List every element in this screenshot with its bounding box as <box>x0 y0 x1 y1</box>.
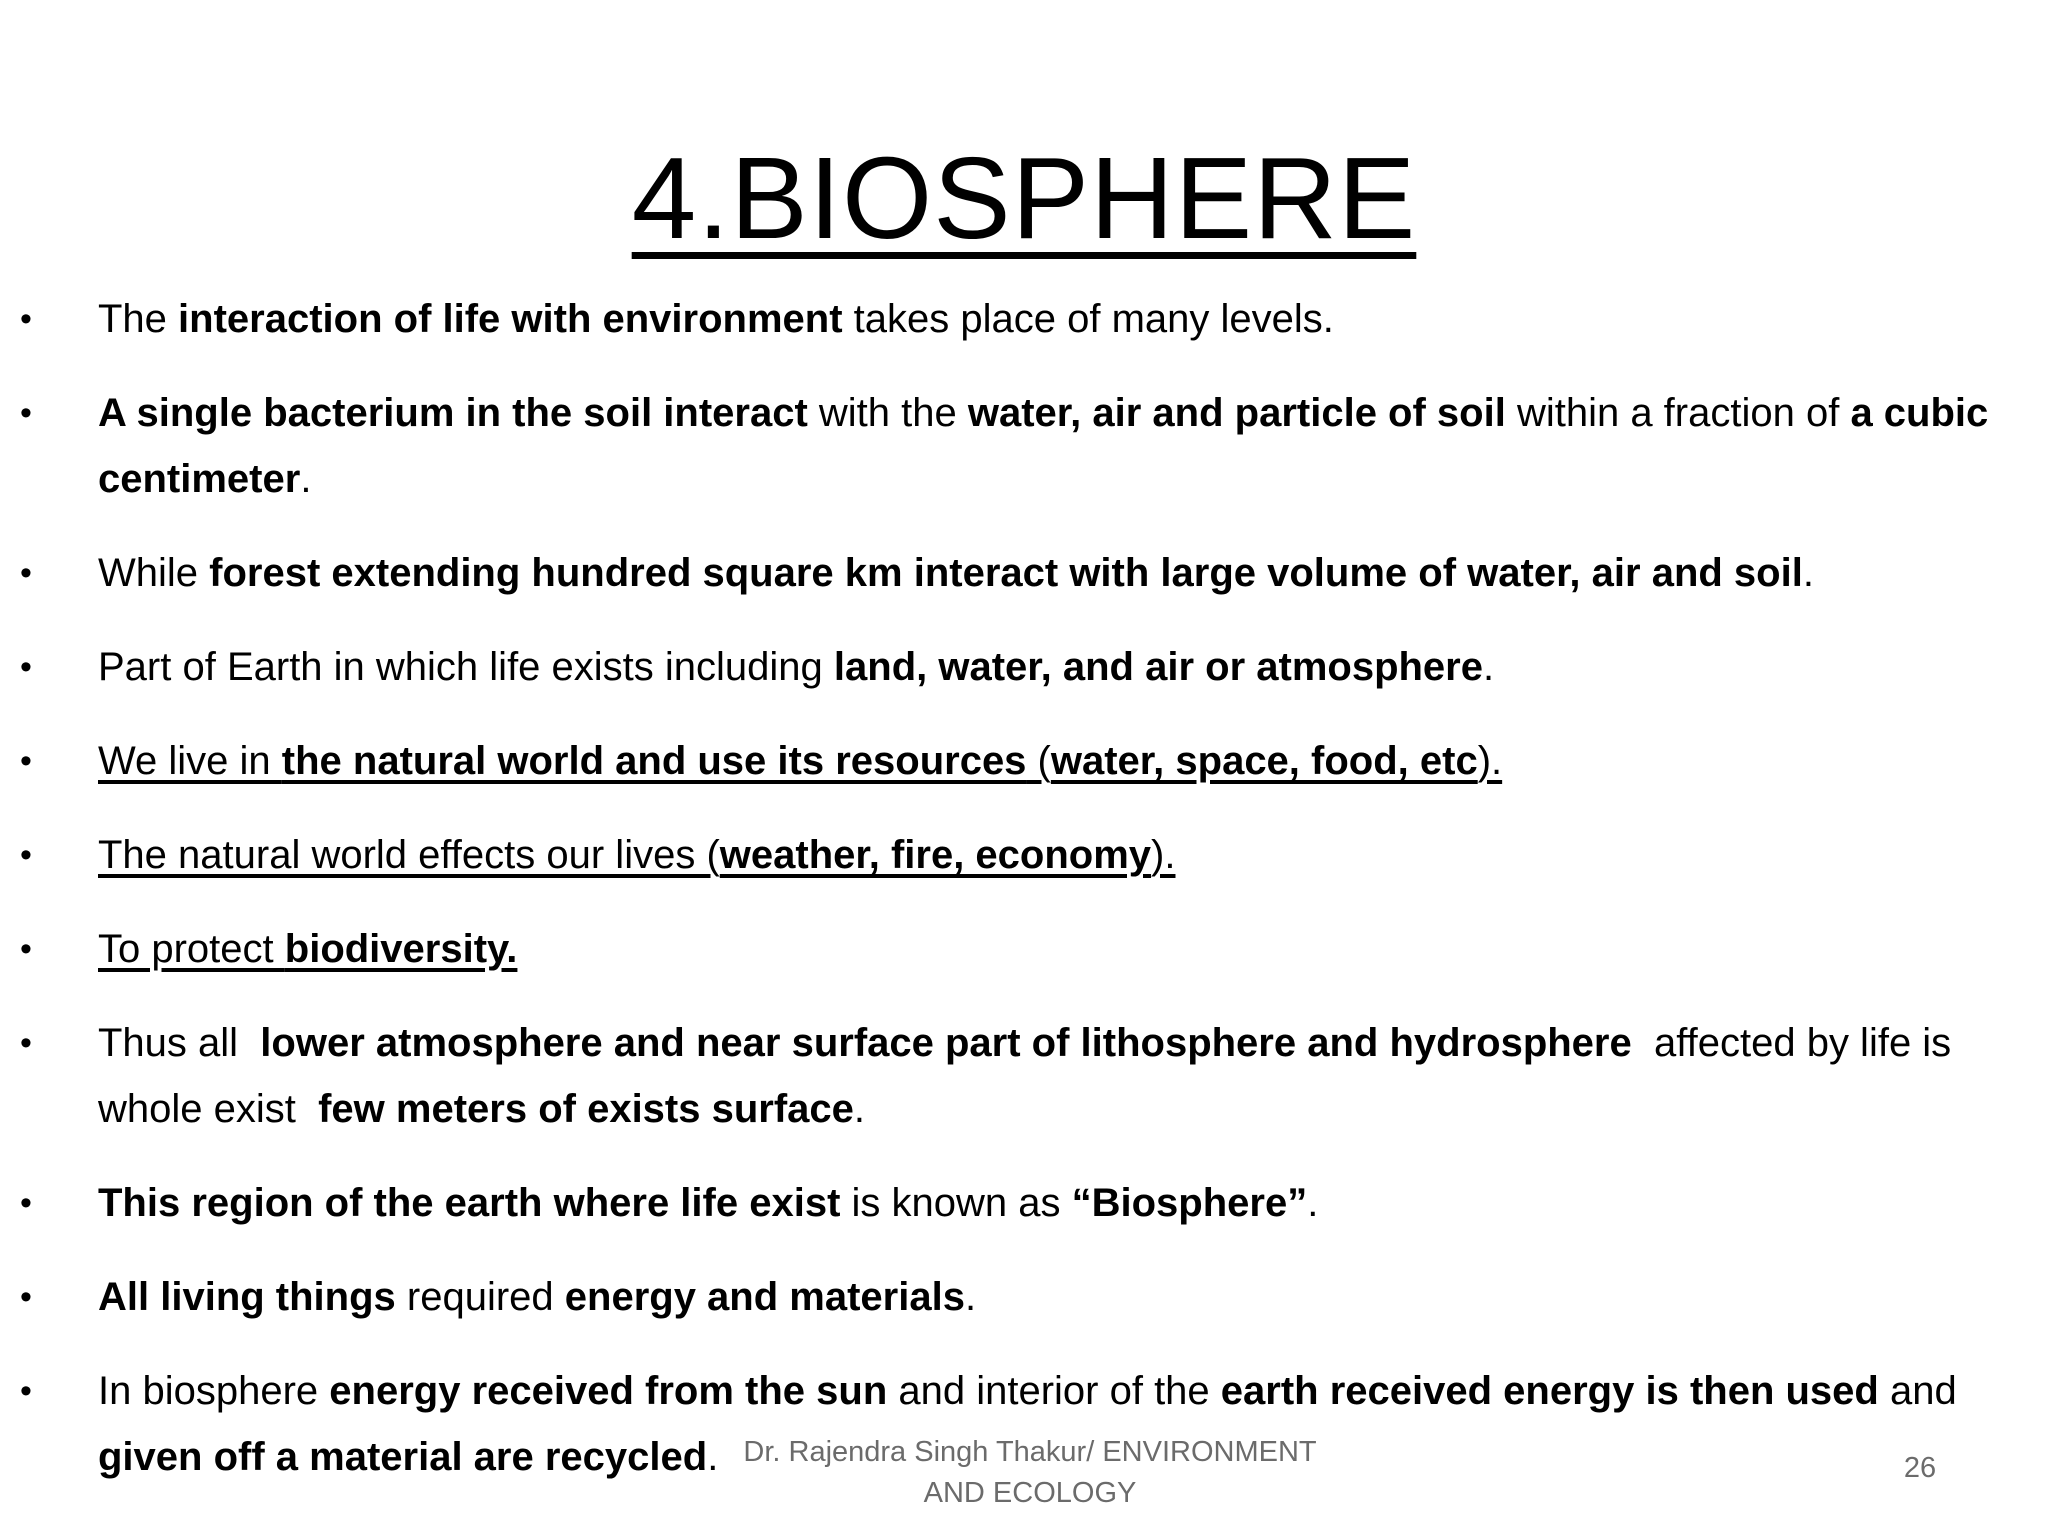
bullet-marker: • <box>20 648 32 686</box>
page-number: 26 <box>1903 1452 1937 1484</box>
bullet-marker: • <box>20 1024 32 1062</box>
bullet-marker: • <box>20 930 32 968</box>
bold-text-segment: given off a material are recycled <box>98 1435 708 1479</box>
bold-text-segment: centimeter <box>98 457 301 501</box>
footer-line-2: AND ECOLOGY <box>923 1477 1137 1509</box>
text-segment: . <box>1802 551 1814 595</box>
bold-text-segment: A single bacterium in the soil interact <box>98 391 808 435</box>
bold-text-segment: “Biosphere” <box>1071 1181 1308 1225</box>
text-segment: The natural world effects our lives ( <box>98 833 720 877</box>
text-segment: . <box>1307 1181 1319 1225</box>
bullet-text-line <box>98 286 2028 352</box>
bullet-text-line <box>98 446 2028 512</box>
bullet-marker: • <box>20 1184 32 1222</box>
text-segment: . <box>853 1087 866 1131</box>
footer-line-1: Dr. Rajendra Singh Thakur/ ENVIRONMENT <box>743 1436 1317 1468</box>
bullet-text-line <box>98 1010 2028 1076</box>
text-segment: . <box>964 1275 977 1319</box>
text-segment: and <box>1878 1369 1957 1413</box>
bullet-text-line <box>98 634 2028 700</box>
bullet-text-line <box>98 1170 2028 1236</box>
text-segment: The <box>98 297 179 341</box>
bold-text-segment: land, water, and air or atmosphere <box>833 645 1483 689</box>
bullet-marker: • <box>20 836 32 874</box>
text-segment: ). <box>1151 833 1176 877</box>
text-segment: affected by life is <box>1631 1021 1952 1065</box>
text-segment: To protect <box>98 927 285 971</box>
bullet-text-line <box>98 1264 2028 1330</box>
bold-text-segment: biodiversity. <box>284 927 518 971</box>
bullet-text-line <box>98 1076 2028 1142</box>
bold-text-segment: lower atmosphere and near surface part of lithosphere and hydrosphere <box>260 1021 1632 1065</box>
slide-title-text: 4.BIOSPHERE <box>631 133 1417 263</box>
bullet-text-line <box>98 540 2028 606</box>
bold-text-segment: the natural world and use its resources <box>281 739 1027 783</box>
text-segment: takes place of many levels. <box>842 297 1334 341</box>
bullet-marker: • <box>20 554 32 592</box>
bullet-marker: • <box>20 1372 32 1410</box>
bold-text-segment: few meters of exists surface <box>318 1087 854 1131</box>
bullet-text-line <box>98 380 2028 446</box>
bold-text-segment: forest extending hundred square km interact with large volume of water, air and soil <box>209 551 1803 595</box>
bullet-marker: • <box>20 1278 32 1316</box>
bullet-marker: • <box>20 394 32 432</box>
bold-text-segment: a cubic <box>1850 391 1989 435</box>
text-segment: and interior of the <box>887 1369 1221 1413</box>
text-segment: Thus all <box>98 1021 261 1065</box>
bullet-text-line <box>98 916 2028 982</box>
bullet-marker: • <box>20 742 32 780</box>
text-segment: We live in <box>98 739 282 783</box>
text-segment: within a fraction of <box>1505 391 1851 435</box>
text-segment: ). <box>1477 739 1503 783</box>
text-segment: Part of Earth in which life exists including <box>98 645 834 689</box>
bold-text-segment: water, air and particle of soil <box>967 391 1506 435</box>
bullet-marker: • <box>20 300 32 338</box>
slide-footer <box>700 1432 1360 1514</box>
text-segment: with the <box>807 391 968 435</box>
text-segment: is known as <box>840 1181 1072 1225</box>
bold-text-segment: interaction of life with environment <box>178 297 843 341</box>
text-segment: required <box>395 1275 565 1319</box>
bullet-text-line <box>98 822 2028 888</box>
bold-text-segment: earth received energy is then used <box>1220 1369 1879 1413</box>
bold-text-segment: weather, fire, economy <box>719 833 1152 877</box>
text-segment: In biosphere <box>98 1369 330 1413</box>
bold-text-segment: energy and materials <box>564 1275 965 1319</box>
bold-text-segment: energy received from the sun <box>329 1369 888 1413</box>
text-segment: . <box>707 1435 719 1479</box>
bullet-text-line <box>98 1358 2028 1424</box>
bold-text-segment: This region of the earth where life exist <box>98 1181 841 1225</box>
bold-text-segment: water, space, food, etc <box>1050 739 1478 783</box>
text-segment: ( <box>1026 739 1051 783</box>
text-segment: While <box>98 551 210 595</box>
text-segment: whole exist <box>98 1087 319 1131</box>
bold-text-segment: All living things <box>98 1275 396 1319</box>
bullet-text-line <box>98 728 2028 794</box>
text-segment: . <box>300 457 312 501</box>
text-segment: . <box>1483 645 1495 689</box>
